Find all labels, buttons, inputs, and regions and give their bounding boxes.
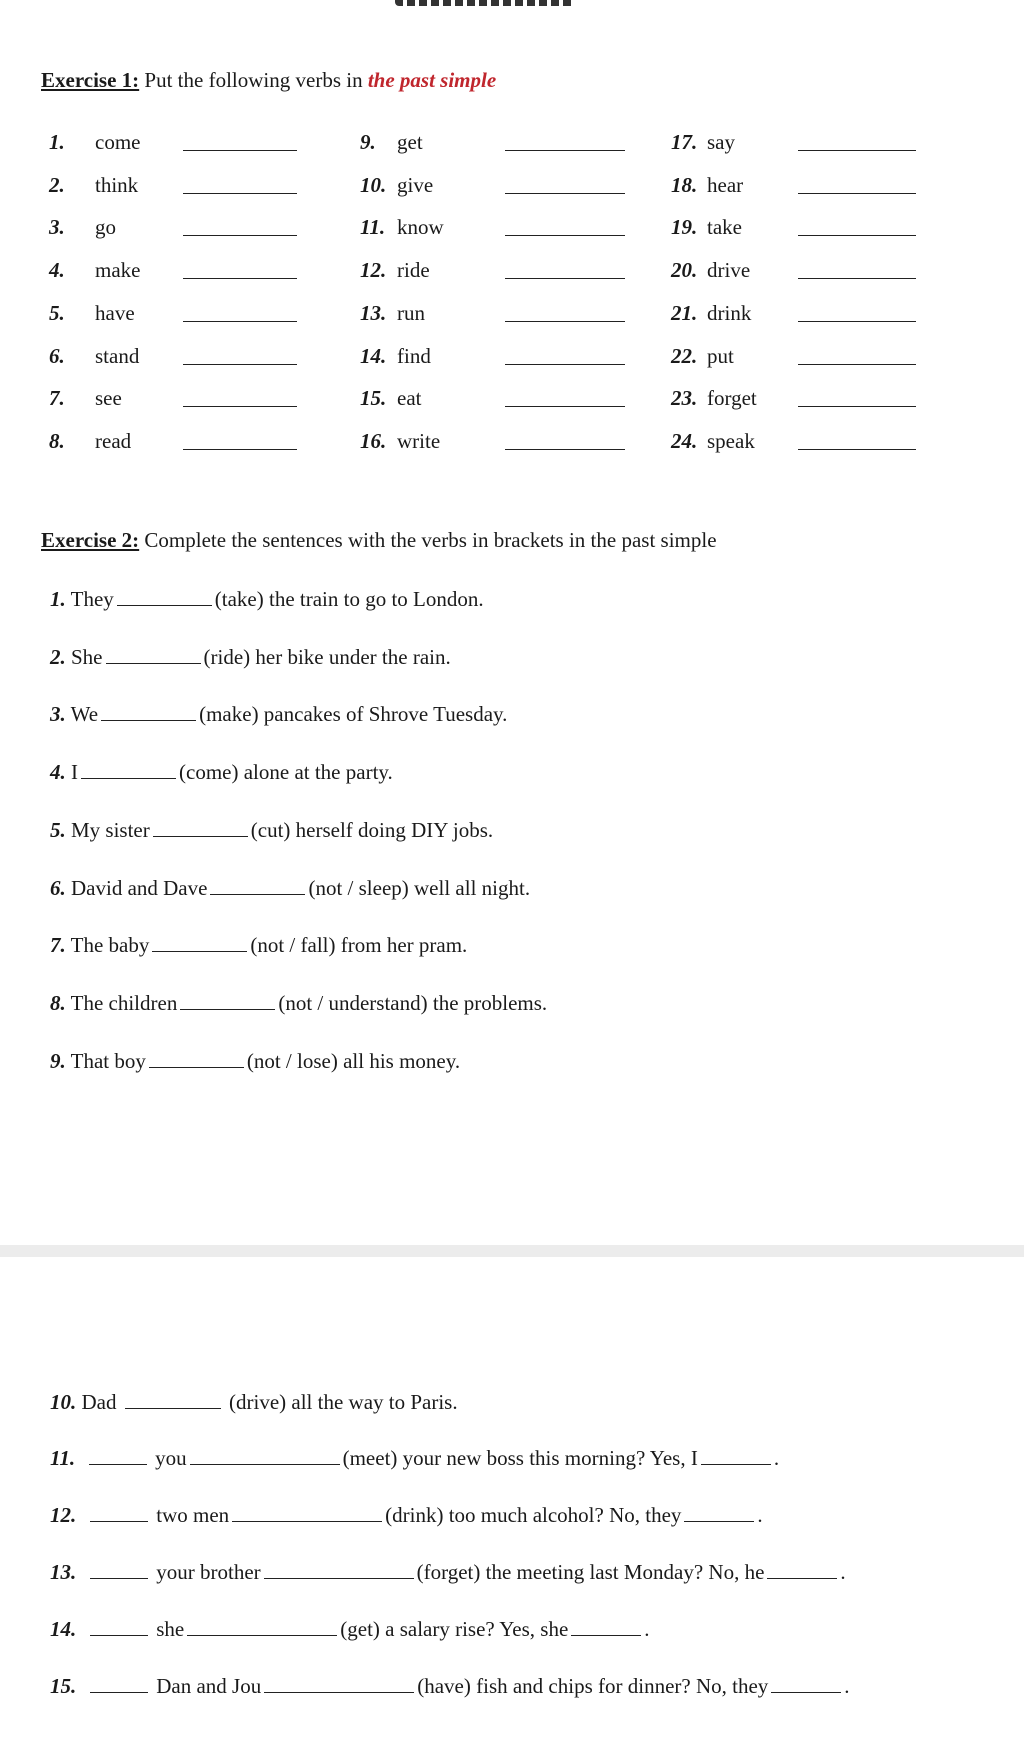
question-end: . xyxy=(840,1560,846,1584)
sentence-item xyxy=(50,760,393,785)
sentence-number: 10. xyxy=(50,1390,77,1414)
question-item xyxy=(50,1560,846,1585)
answer-blank[interactable] xyxy=(183,406,297,407)
answer-blank[interactable] xyxy=(771,1691,841,1693)
verb-word: drive xyxy=(707,258,751,283)
answer-blank[interactable] xyxy=(89,1463,147,1465)
sentence-start: The children xyxy=(70,990,178,1015)
question-number: 11. xyxy=(50,1446,76,1470)
verb-number: 12. xyxy=(360,258,387,283)
sentence-item xyxy=(50,991,547,1016)
question-middle: (forget) the meeting last Monday? No, he xyxy=(416,1560,765,1584)
answer-blank[interactable] xyxy=(125,1407,221,1409)
verb-number: 1. xyxy=(49,130,65,154)
verb-number: 16. xyxy=(360,428,387,453)
sentence-item xyxy=(50,818,493,843)
exercise-1-title: Exercise 1: xyxy=(41,68,140,92)
question-item xyxy=(50,1503,763,1528)
verb-number: 2. xyxy=(49,172,65,197)
answer-blank[interactable] xyxy=(684,1520,754,1522)
sentence-number: 5. xyxy=(50,817,66,842)
sentence-item xyxy=(50,933,467,958)
verb-word: hear xyxy=(707,172,744,197)
exercise-2-title: Exercise 2: xyxy=(41,528,140,552)
question-middle: (have) fish and chips for dinner? No, they xyxy=(417,1674,769,1698)
verb-word: ride xyxy=(397,258,430,283)
sentence-item xyxy=(50,1049,460,1074)
verb-word: go xyxy=(95,215,116,240)
verb-number: 7. xyxy=(49,386,65,411)
answer-blank[interactable] xyxy=(264,1691,414,1693)
answer-blank[interactable] xyxy=(90,1634,148,1636)
answer-blank[interactable] xyxy=(81,777,176,779)
verb-word: forget xyxy=(707,386,757,411)
sentence-number: 8. xyxy=(50,990,66,1015)
answer-blank[interactable] xyxy=(183,321,297,322)
answer-blank[interactable] xyxy=(183,364,297,365)
verb-number: 4. xyxy=(49,258,65,283)
verb-number: 11. xyxy=(360,215,386,240)
sentence-number: 9. xyxy=(50,1048,66,1073)
verb-word: read xyxy=(95,428,132,453)
question-end: . xyxy=(757,1503,763,1527)
answer-blank[interactable] xyxy=(798,235,916,236)
verb-word: find xyxy=(397,343,431,368)
verb-number: 21. xyxy=(671,300,698,325)
verb-number: 19. xyxy=(671,215,698,240)
question-subject: your brother xyxy=(156,1560,261,1584)
answer-blank[interactable] xyxy=(149,1066,244,1068)
answer-blank[interactable] xyxy=(798,321,916,322)
verb-number: 18. xyxy=(671,172,698,197)
verb-word: see xyxy=(95,386,122,411)
answer-blank[interactable] xyxy=(798,193,916,194)
verb-word: say xyxy=(707,130,735,154)
answer-blank[interactable] xyxy=(106,662,201,664)
sentence-number: 2. xyxy=(50,644,66,669)
sentence-number: 1. xyxy=(50,587,66,611)
answer-blank[interactable] xyxy=(505,449,625,450)
verb-number: 24. xyxy=(671,428,698,453)
verb-word: drink xyxy=(707,300,752,325)
worksheet-page-2 xyxy=(0,1257,1024,1738)
answer-blank[interactable] xyxy=(183,235,297,236)
verb-number: 15. xyxy=(360,386,387,411)
sentence-end: (not / fall) from her pram. xyxy=(250,933,468,958)
verb-word: stand xyxy=(95,343,140,368)
question-middle: (drink) too much alcohol? No, they xyxy=(385,1503,682,1527)
answer-blank[interactable] xyxy=(264,1577,414,1579)
sentence-end: (come) alone at the party. xyxy=(179,760,393,785)
answer-blank[interactable] xyxy=(90,1691,148,1693)
verb-word: think xyxy=(95,172,139,197)
verb-number: 13. xyxy=(360,300,387,325)
verb-number: 20. xyxy=(671,258,698,283)
sentence-end: (ride) her bike under the rain. xyxy=(203,644,451,669)
answer-blank[interactable] xyxy=(90,1520,148,1522)
verb-number: 6. xyxy=(49,343,65,368)
answer-blank[interactable] xyxy=(153,835,248,837)
sentence-start: I xyxy=(71,760,78,785)
verb-number: 17. xyxy=(671,130,698,154)
sentence-item xyxy=(50,645,451,670)
answer-blank[interactable] xyxy=(183,449,297,450)
question-end: . xyxy=(773,1446,780,1470)
verb-number: 3. xyxy=(49,215,65,240)
verb-number: 22. xyxy=(671,343,698,368)
question-middle: (get) a salary rise? Yes, she xyxy=(340,1617,569,1641)
verb-word: give xyxy=(397,172,434,197)
exercise-1-instruction: Put the following verbs in xyxy=(144,68,363,92)
answer-blank[interactable] xyxy=(798,278,916,279)
sentence-end: (take) the train to go to London. xyxy=(214,587,484,611)
exercise-2-heading xyxy=(41,528,717,553)
sentence-end: (drive) all the way to Paris. xyxy=(229,1390,458,1414)
sentence-end: (not / sleep) well all night. xyxy=(308,875,531,900)
sentence-number: 7. xyxy=(50,933,66,958)
question-subject: she xyxy=(156,1617,185,1641)
verb-word: speak xyxy=(707,428,755,453)
verb-word: take xyxy=(707,215,742,240)
verb-number: 5. xyxy=(49,300,65,325)
question-middle: (meet) your new boss this morning? Yes, I xyxy=(342,1446,698,1470)
verb-word: know xyxy=(397,215,444,240)
verb-word: come xyxy=(95,130,141,154)
verb-word: get xyxy=(397,130,423,154)
question-subject: you xyxy=(155,1446,187,1470)
sentence-number: 3. xyxy=(50,702,66,727)
answer-blank[interactable] xyxy=(571,1634,641,1636)
answer-blank[interactable] xyxy=(505,235,625,236)
verb-number: 14. xyxy=(360,343,387,368)
question-number: 14. xyxy=(50,1617,77,1641)
verb-word: run xyxy=(397,300,425,325)
answer-blank[interactable] xyxy=(505,406,625,407)
answer-blank[interactable] xyxy=(798,150,916,151)
question-item xyxy=(50,1674,850,1699)
question-item xyxy=(50,1617,650,1642)
sentence-number: 6. xyxy=(50,875,66,900)
verb-number: 8. xyxy=(49,428,65,453)
verb-number: 23. xyxy=(671,386,698,411)
answer-blank[interactable] xyxy=(180,1008,275,1010)
question-subject: Dan and Jou xyxy=(156,1674,262,1698)
sentence-item xyxy=(50,1390,458,1415)
answer-blank[interactable] xyxy=(701,1463,771,1465)
sentence-item xyxy=(50,876,530,901)
answer-blank[interactable] xyxy=(505,321,625,322)
sentence-end: (cut) herself doing DIY jobs. xyxy=(250,817,494,842)
answer-blank[interactable] xyxy=(90,1577,148,1579)
exercise-1-highlight: the past simple xyxy=(367,68,497,92)
verb-number: 10. xyxy=(360,172,387,197)
sentence-start: My sister xyxy=(71,817,150,842)
answer-blank[interactable] xyxy=(505,150,625,151)
sentence-start: We xyxy=(70,702,99,727)
sentence-end: (not / lose) all his money. xyxy=(246,1048,461,1073)
verb-number: 9. xyxy=(360,130,376,154)
sentence-start: She xyxy=(71,644,103,669)
question-end: . xyxy=(844,1674,850,1698)
answer-blank[interactable] xyxy=(798,364,916,365)
verb-word: eat xyxy=(397,386,422,411)
answer-blank[interactable] xyxy=(767,1577,837,1579)
cropped-header-text xyxy=(395,0,575,6)
question-number: 12. xyxy=(50,1503,77,1527)
answer-blank[interactable] xyxy=(183,150,297,151)
answer-blank[interactable] xyxy=(505,193,625,194)
verb-word: write xyxy=(397,428,441,453)
sentence-start: That boy xyxy=(70,1048,146,1073)
question-subject: two men xyxy=(156,1503,230,1527)
exercise-2-instruction: Complete the sentences with the verbs in brackets in the past simple xyxy=(144,528,717,552)
sentence-start: They xyxy=(70,587,114,611)
answer-blank[interactable] xyxy=(798,449,916,450)
sentence-start: Dad xyxy=(81,1390,117,1414)
verb-word: put xyxy=(707,343,734,368)
answer-blank[interactable] xyxy=(117,604,212,606)
exercise-1-heading xyxy=(41,68,496,93)
answer-blank[interactable] xyxy=(152,950,247,952)
answer-blank[interactable] xyxy=(190,1463,340,1465)
answer-blank[interactable] xyxy=(187,1634,337,1636)
answer-blank[interactable] xyxy=(101,719,196,721)
sentence-end: (not / understand) the problems. xyxy=(278,990,548,1015)
sentence-number: 4. xyxy=(50,760,66,785)
question-number: 13. xyxy=(50,1560,77,1584)
verb-word: have xyxy=(95,300,135,325)
sentence-start: The baby xyxy=(70,933,150,958)
sentence-item xyxy=(50,587,484,612)
answer-blank[interactable] xyxy=(798,406,916,407)
question-number: 15. xyxy=(50,1674,77,1698)
answer-blank[interactable] xyxy=(505,278,625,279)
answer-blank[interactable] xyxy=(505,364,625,365)
verb-word: make xyxy=(95,258,141,283)
sentence-start: David and Dave xyxy=(71,875,208,900)
sentence-end: (make) pancakes of Shrove Tuesday. xyxy=(199,702,508,727)
question-item xyxy=(50,1446,779,1471)
sentence-item xyxy=(50,702,507,727)
answer-blank[interactable] xyxy=(183,193,297,194)
answer-blank[interactable] xyxy=(232,1520,382,1522)
page-gap xyxy=(0,1245,1024,1257)
question-end: . xyxy=(644,1617,650,1641)
answer-blank[interactable] xyxy=(210,893,305,895)
answer-blank[interactable] xyxy=(183,278,297,279)
